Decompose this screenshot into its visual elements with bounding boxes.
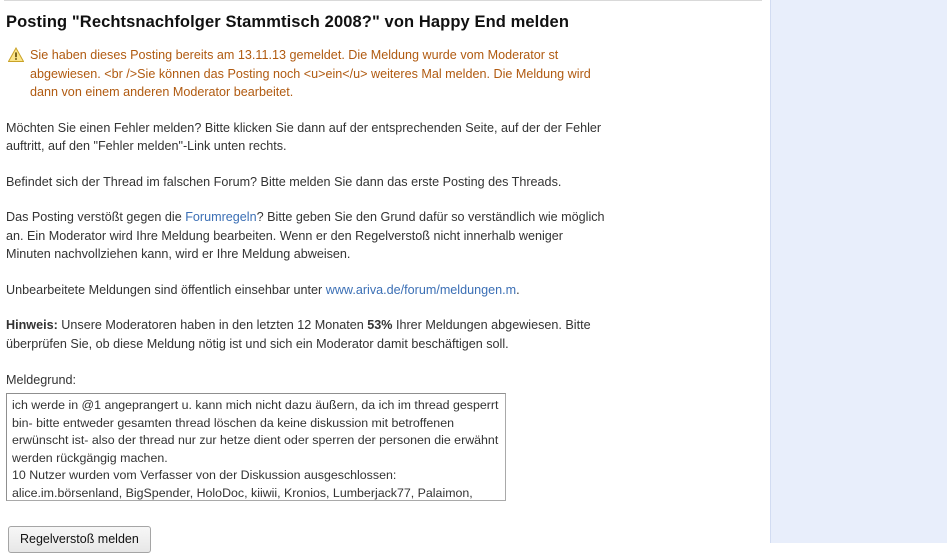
paragraph-public-reports	[4, 281, 606, 300]
reason-textarea[interactable]	[6, 393, 506, 501]
paragraph-error-report: Möchten Sie einen Fehler melden? Bitte klicken Sie dann auf der entsprechenden Seite, auf der der Fehler auftritt, auf den "Fehler melden"-Link unten rechts.	[6, 120, 602, 153]
hint-label: Hinweis:	[6, 318, 58, 332]
paragraph-hint	[4, 316, 606, 353]
warning-triangle-icon	[8, 47, 24, 63]
reason-label: Meldegrund:	[6, 373, 77, 387]
hint-text-part1: Unsere Moderatoren haben in den letzten 12 Monaten	[57, 318, 368, 332]
paragraph-rules-text-after: ? Bitte geben Sie den Grund dafür so verständlich wie möglich an. Ein Moderator wird Ihre Meldung bearbeiten. Wenn er den Regelverstoß nicht innerhalb weniger Minuten nachvollziehen kann, wird er Ihre Meldung abweisen.	[6, 210, 605, 261]
right-side-panel	[770, 0, 947, 543]
paragraph-wrong-forum: Befindet sich der Thread im falschen Forum? Bitte melden Sie dann das erste Posting des Threads.	[6, 174, 562, 189]
forum-rules-link[interactable]: Forumregeln	[185, 210, 257, 224]
reports-url-link[interactable]: www.ariva.de/forum/meldungen.m	[325, 282, 517, 297]
paragraph-public-text-before: Unbearbeitete Meldungen sind öffentlich einsehbar unter	[6, 282, 326, 297]
reason-field-wrapper	[4, 393, 762, 504]
warning-message	[4, 46, 762, 102]
hint-text-part2: Ihrer Meldungen abgewiesen. Bitte überprüfen Sie, ob diese Meldung nötig ist und sich ein Moderator damit beschäftigen soll.	[6, 318, 591, 351]
hint-percentage: 53%	[367, 318, 393, 332]
paragraph-public-text-after: .	[516, 282, 520, 297]
page-title: Posting "Rechtsnachfolger Stammtisch 2008?" von Happy End melden	[6, 13, 570, 31]
submit-wrapper	[4, 526, 762, 553]
paragraph-rules-text-before: Das Posting verstößt gegen die	[6, 210, 186, 224]
report-violation-button[interactable]: Regelverstoß melden	[8, 526, 151, 553]
paragraph-rules	[4, 208, 606, 264]
warning-text: Sie haben dieses Posting bereits am 13.11.13 gemeldet. Die Meldung wurde vom Moderator st abgewiesen. <br />Sie können das Posting noch <u>ein</u> weiteres Mal melden. Die Meldung wird dann von einem anderen Moderator bearbeitet.	[30, 48, 591, 99]
top-divider	[4, 0, 762, 1]
